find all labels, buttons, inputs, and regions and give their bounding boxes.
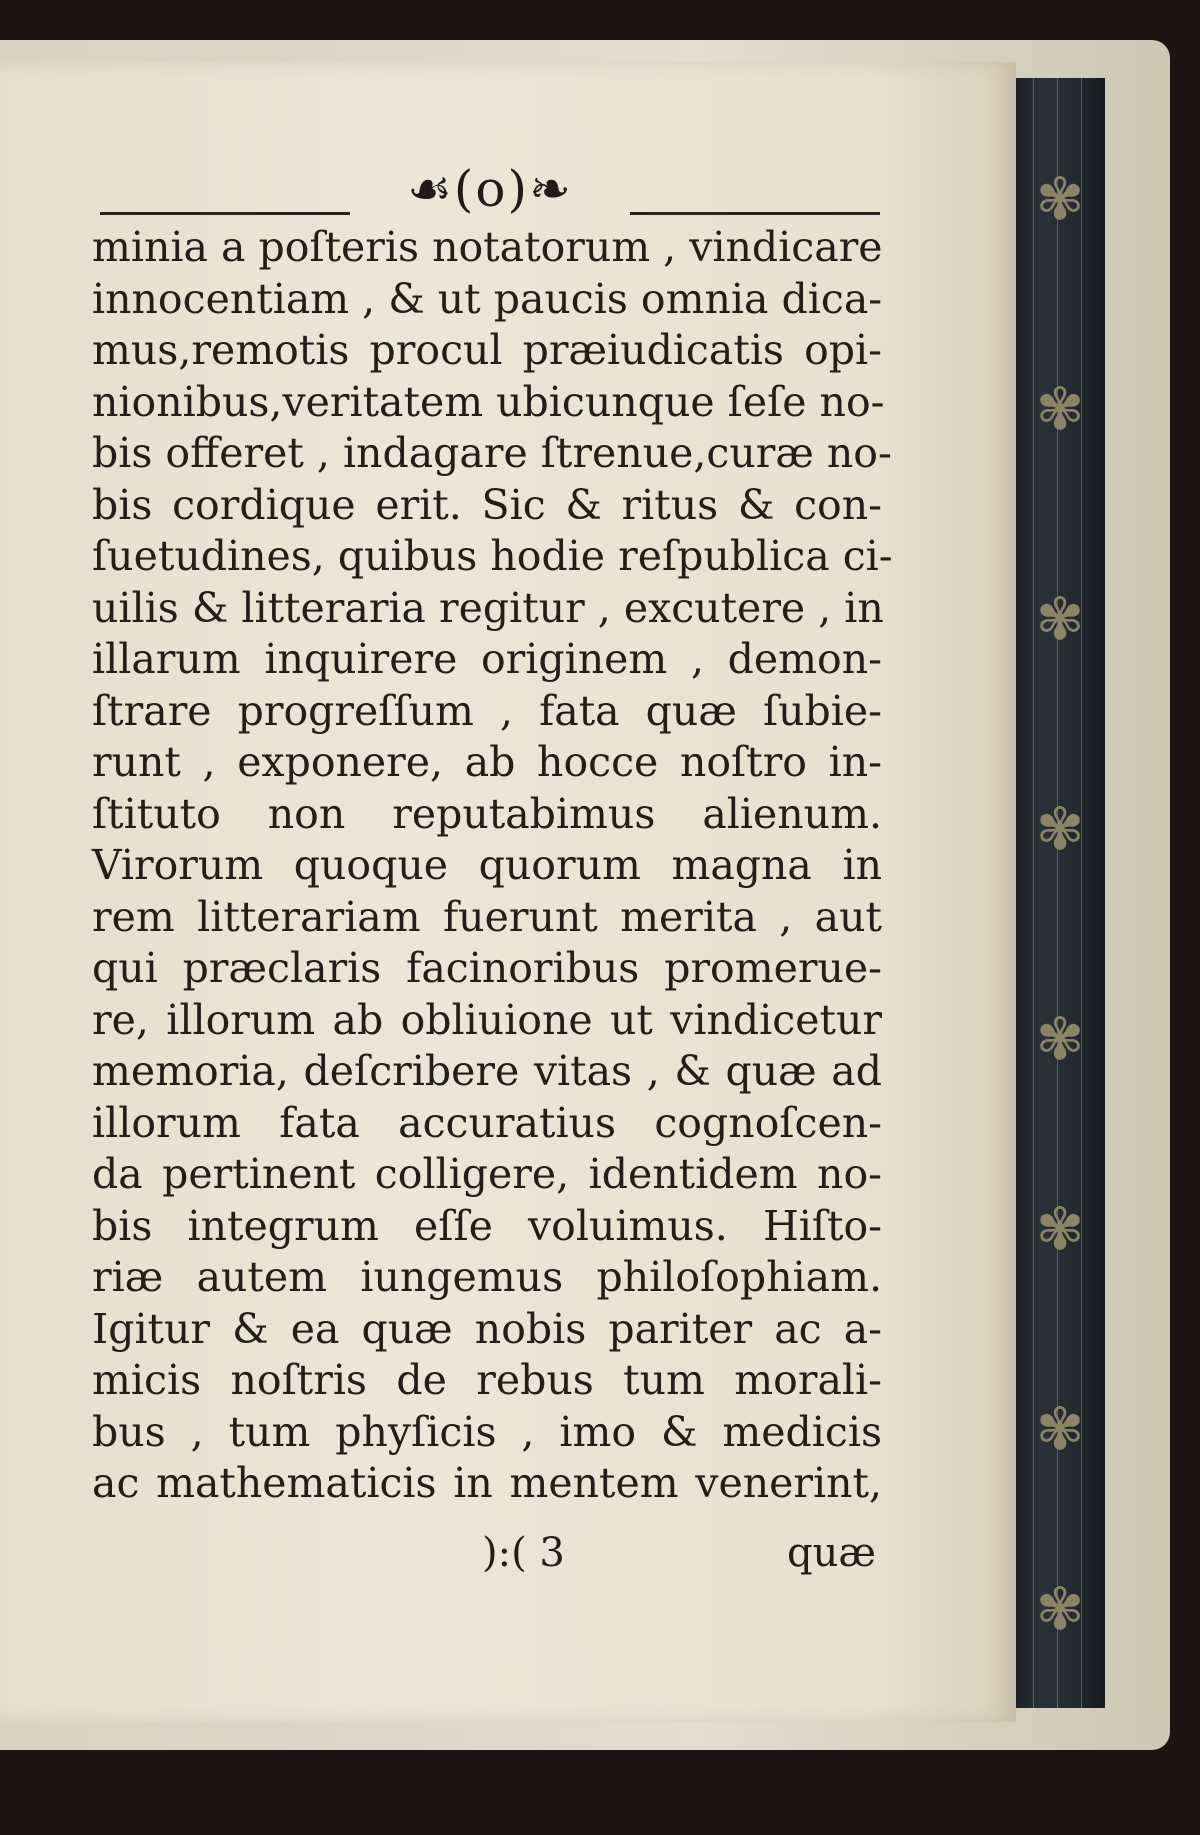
text-line: mus,remotis procul præiudicatis opi-: [92, 326, 882, 374]
text-line: Virorum quoque quorum magna in: [92, 841, 882, 889]
flower-ornament-icon: ✾: [1035, 165, 1085, 233]
page-footer: [92, 1530, 882, 1586]
text-line: minia a poſteris notatorum , vindicare: [92, 223, 883, 271]
text-line: Igitur & ea quæ nobis pariter ac a-: [92, 1304, 882, 1353]
text-line: illorum fata accuratius cognoſcen-: [92, 1098, 882, 1147]
text-line: da pertinent colligere, identidem no-: [92, 1150, 882, 1198]
text-line: illarum inquirere originem , demon-: [92, 635, 882, 683]
page-header: [100, 160, 880, 230]
text-line: re, illorum ab obliuione ut vindicetur: [92, 995, 882, 1044]
flower-ornament-icon: ✾: [1035, 1005, 1085, 1073]
text-line: nionibus,veritatem ubicunque ſeſe no-: [92, 377, 885, 426]
text-line: runt , exponere, ab hocce noſtro in-: [92, 738, 882, 786]
text-line: uilis & litteraria regitur , excutere , in: [92, 583, 884, 632]
text-line: ac mathematicis in mentem venerint,: [92, 1459, 882, 1507]
flower-ornament-icon: ✾: [1035, 795, 1085, 863]
text-line: riæ autem iungemus philoſophiam.: [92, 1253, 882, 1301]
text-line: innocentiam , & ut paucis omnia dica-: [92, 274, 883, 323]
flower-ornament-icon: ✾: [1035, 375, 1085, 443]
text-line: bus , tum phyſicis , imo & medicis: [92, 1407, 882, 1456]
running-head: ☙(o)❧: [407, 160, 573, 218]
text-line: bis offeret , indagare ſtrenue,curæ no-: [92, 429, 892, 477]
flower-ornament-icon: ✾: [1035, 1575, 1085, 1643]
flower-ornament-icon: ✾: [1035, 585, 1085, 653]
text-line: ſuetudines, quibus hodie reſpublica ci-: [92, 532, 893, 580]
text-line: ſtituto non reputabimus alienum.: [92, 789, 882, 838]
body-text: [92, 222, 893, 1510]
flower-ornament-icon: ✾: [1035, 1395, 1085, 1463]
text-line: memoria, deſcribere vitas , & quæ ad: [92, 1047, 882, 1095]
gilded-page-edge: [1012, 78, 1105, 1708]
text-line: bis integrum eſſe voluimus. Hiſto-: [92, 1201, 882, 1250]
catchword: quæ: [787, 1530, 876, 1576]
text-line: ſtrare progreſſum , fata quæ ſubie-: [92, 686, 882, 735]
text-line: bis cordique erit. Sic & ritus & con-: [92, 480, 882, 529]
text-line: rem litterariam fuerunt merita , aut: [92, 892, 882, 941]
text-line: micis noſtris de rebus tum morali-: [92, 1356, 882, 1404]
flower-ornament-icon: ✾: [1035, 1195, 1085, 1263]
text-line: qui præclaris facinoribus promerue-: [92, 944, 882, 992]
signature-mark: ):( 3: [482, 1530, 565, 1576]
